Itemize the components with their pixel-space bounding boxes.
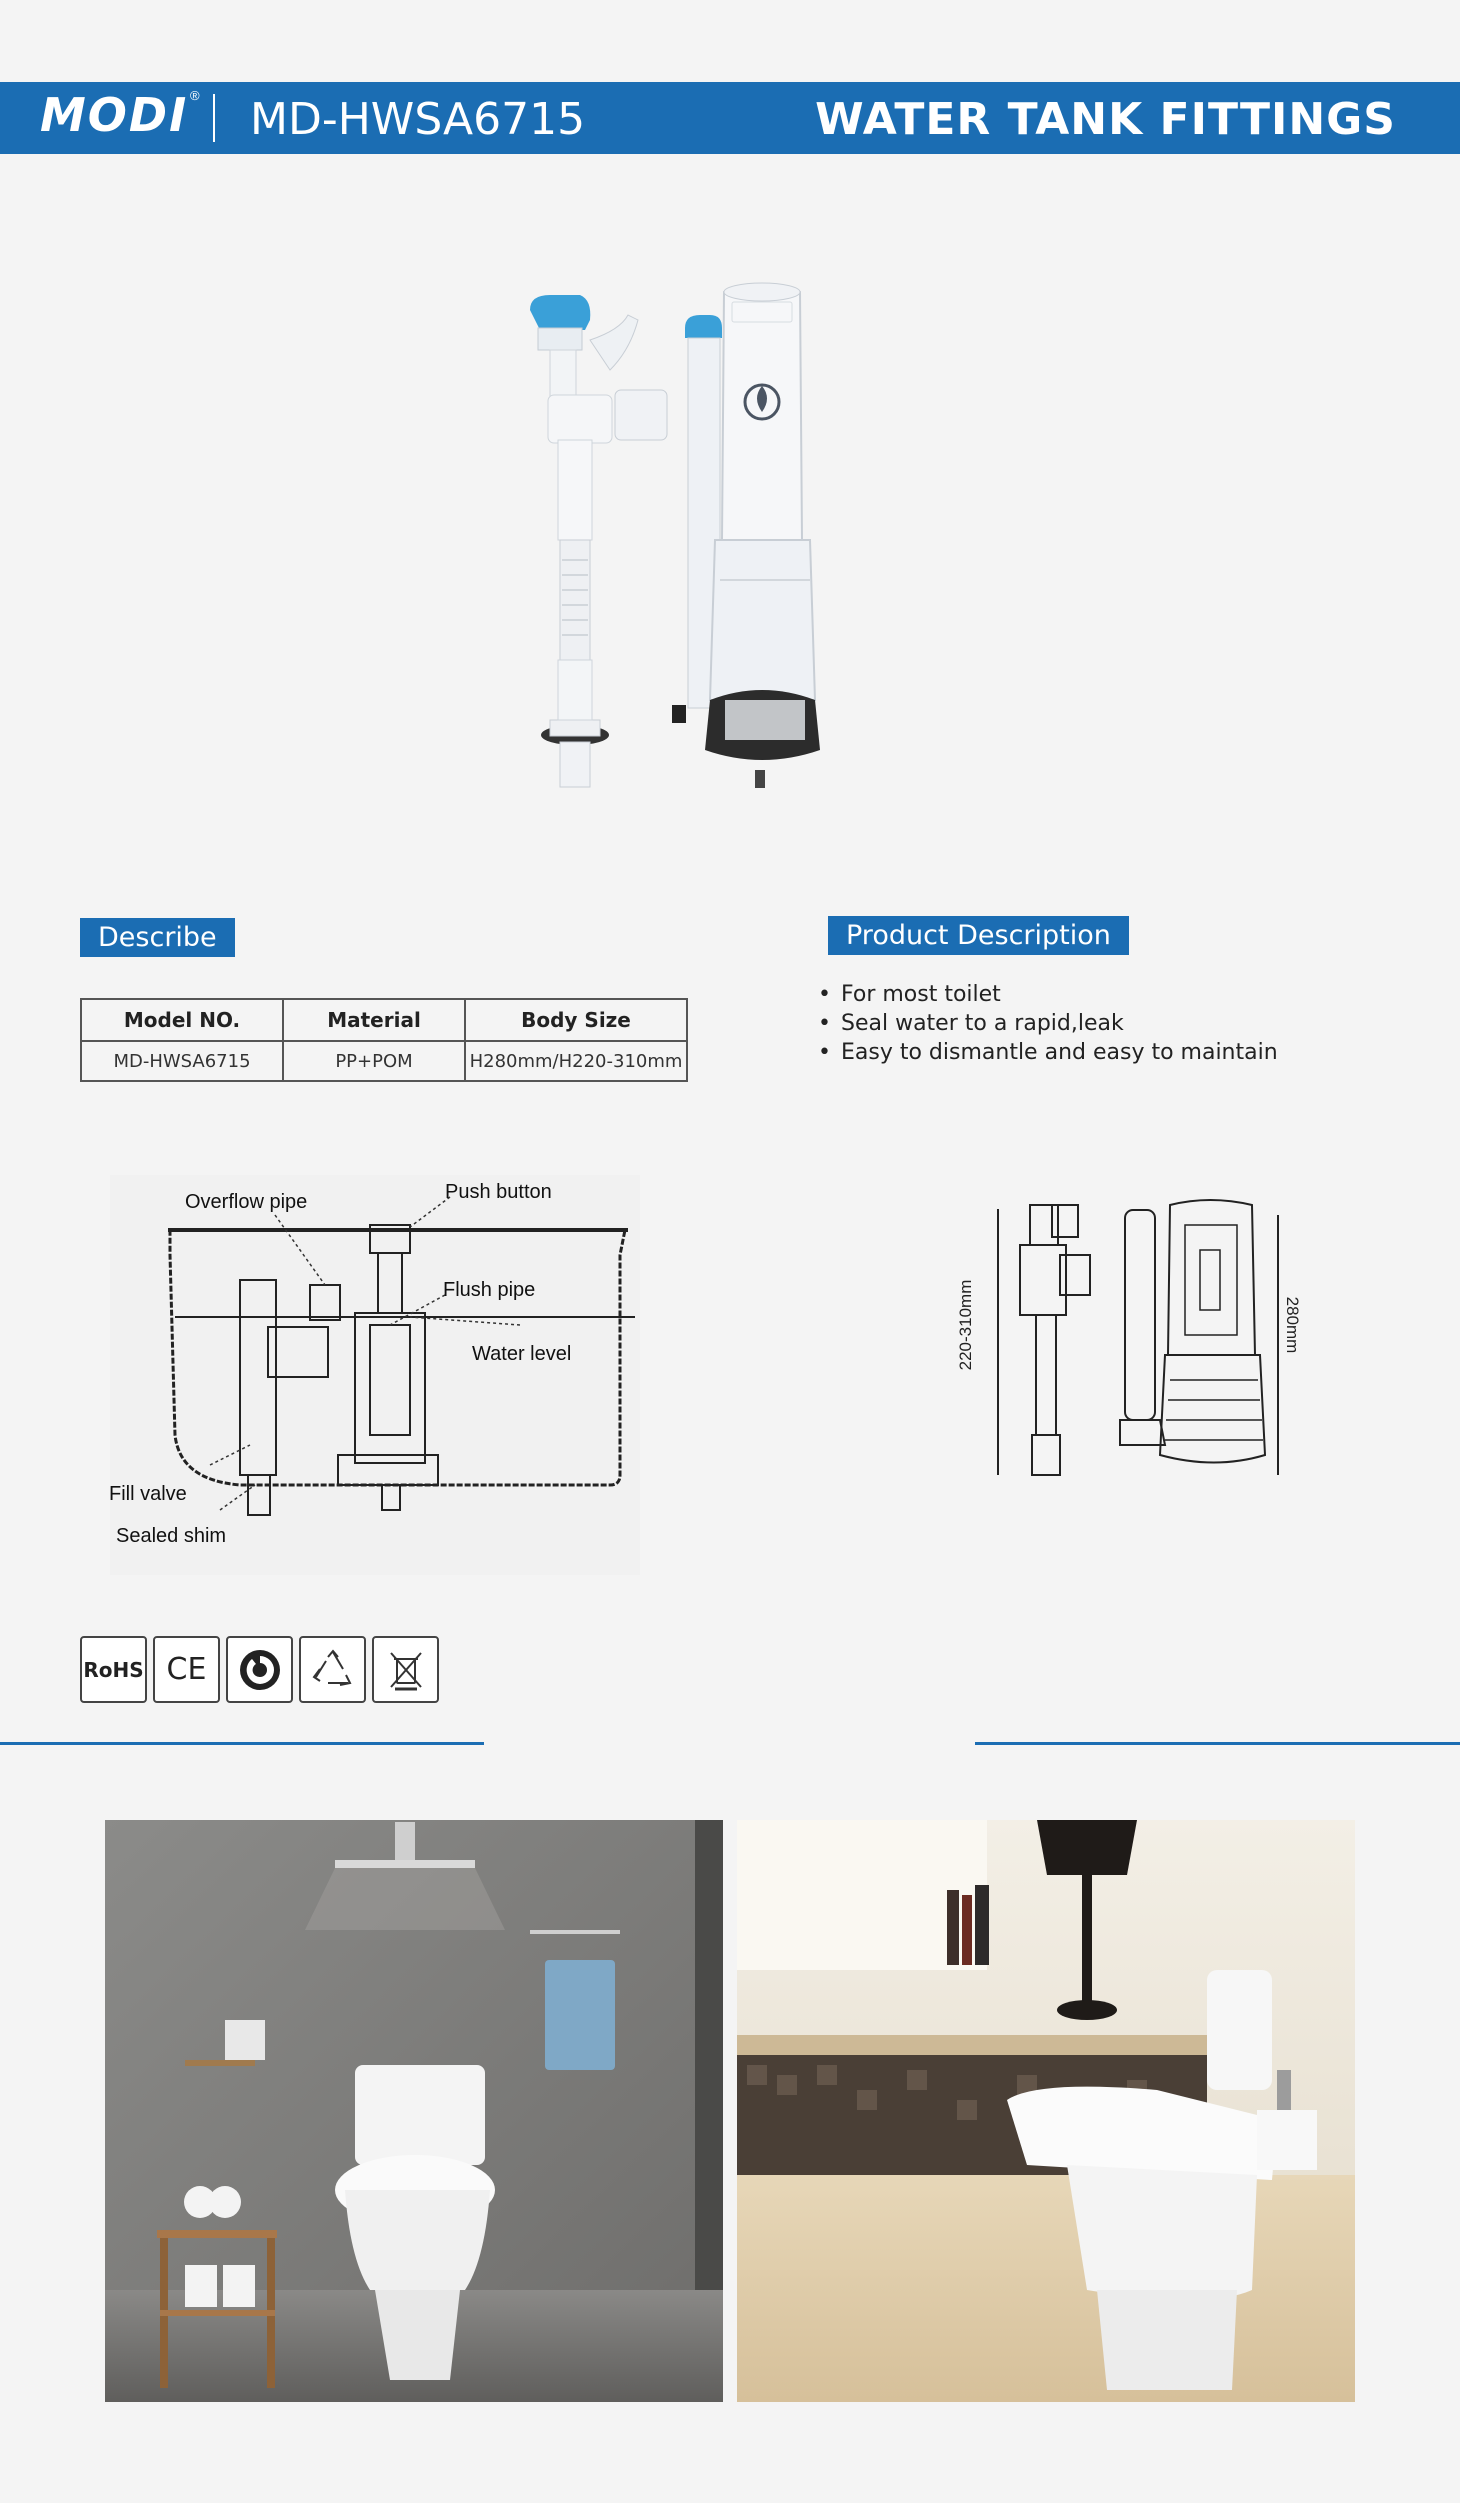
label-fill-valve: Fill valve <box>109 1483 187 1505</box>
model-number-title: MD-HWSA6715 <box>250 94 586 145</box>
brand-logo: MODI <box>40 88 189 142</box>
cell-body-size: H280mm/H220-310mm <box>465 1041 687 1081</box>
describe-label: Describe <box>80 918 235 957</box>
ce-badge: CE <box>153 1636 220 1703</box>
table-header-row <box>81 999 687 1041</box>
installation-diagram <box>100 1175 650 1575</box>
list-item: • Easy to dismantle and easy to maintain <box>818 1038 1278 1067</box>
divider-left <box>0 1742 484 1745</box>
dimension-flush-valve: 280mm <box>1283 1296 1302 1354</box>
dimension-fill-valve: 220-310mm <box>956 1279 975 1371</box>
weee-bin-icon <box>372 1636 439 1703</box>
header-banner <box>0 82 1460 154</box>
bathroom-photo-left <box>105 1820 723 2402</box>
header-body-size: Body Size <box>465 999 687 1041</box>
green-dot-icon <box>226 1636 293 1703</box>
dimension-drawing <box>956 1195 1302 1485</box>
recycle-icon <box>299 1636 366 1703</box>
category-title: WATER TANK FITTINGS <box>815 94 1396 145</box>
banner-divider <box>213 94 215 142</box>
description-list <box>818 980 1278 1067</box>
cell-material: PP+POM <box>283 1041 465 1081</box>
list-item: • For most toilet <box>818 980 1278 1009</box>
dimension-sketch <box>960 1195 1290 1485</box>
label-flush-pipe: Flush pipe <box>443 1279 536 1301</box>
label-overflow-pipe: Overflow pipe <box>185 1191 308 1213</box>
product-photo <box>510 280 910 820</box>
flush-valve-illustration <box>705 283 820 788</box>
tank-cross-section <box>100 1175 650 1575</box>
header-model-no: Model NO. <box>81 999 283 1041</box>
label-water-level: Water level <box>472 1343 572 1365</box>
product-description-label: Product Description <box>828 916 1129 955</box>
label-push-button: Push button <box>445 1181 552 1203</box>
registered-mark: ® <box>190 88 200 103</box>
cell-model-no: MD-HWSA6715 <box>81 1041 283 1081</box>
label-sealed-shim: Sealed shim <box>116 1525 227 1547</box>
bathroom-photo-right <box>737 1820 1355 2402</box>
header-material: Material <box>283 999 465 1041</box>
divider-right <box>975 1742 1460 1745</box>
fill-valve-illustration <box>530 295 667 787</box>
list-item: • Seal water to a rapid,leak <box>818 1009 1278 1038</box>
rohs-badge: RoHS <box>80 1636 147 1703</box>
table-row <box>81 1041 687 1081</box>
spec-table <box>80 998 688 1082</box>
